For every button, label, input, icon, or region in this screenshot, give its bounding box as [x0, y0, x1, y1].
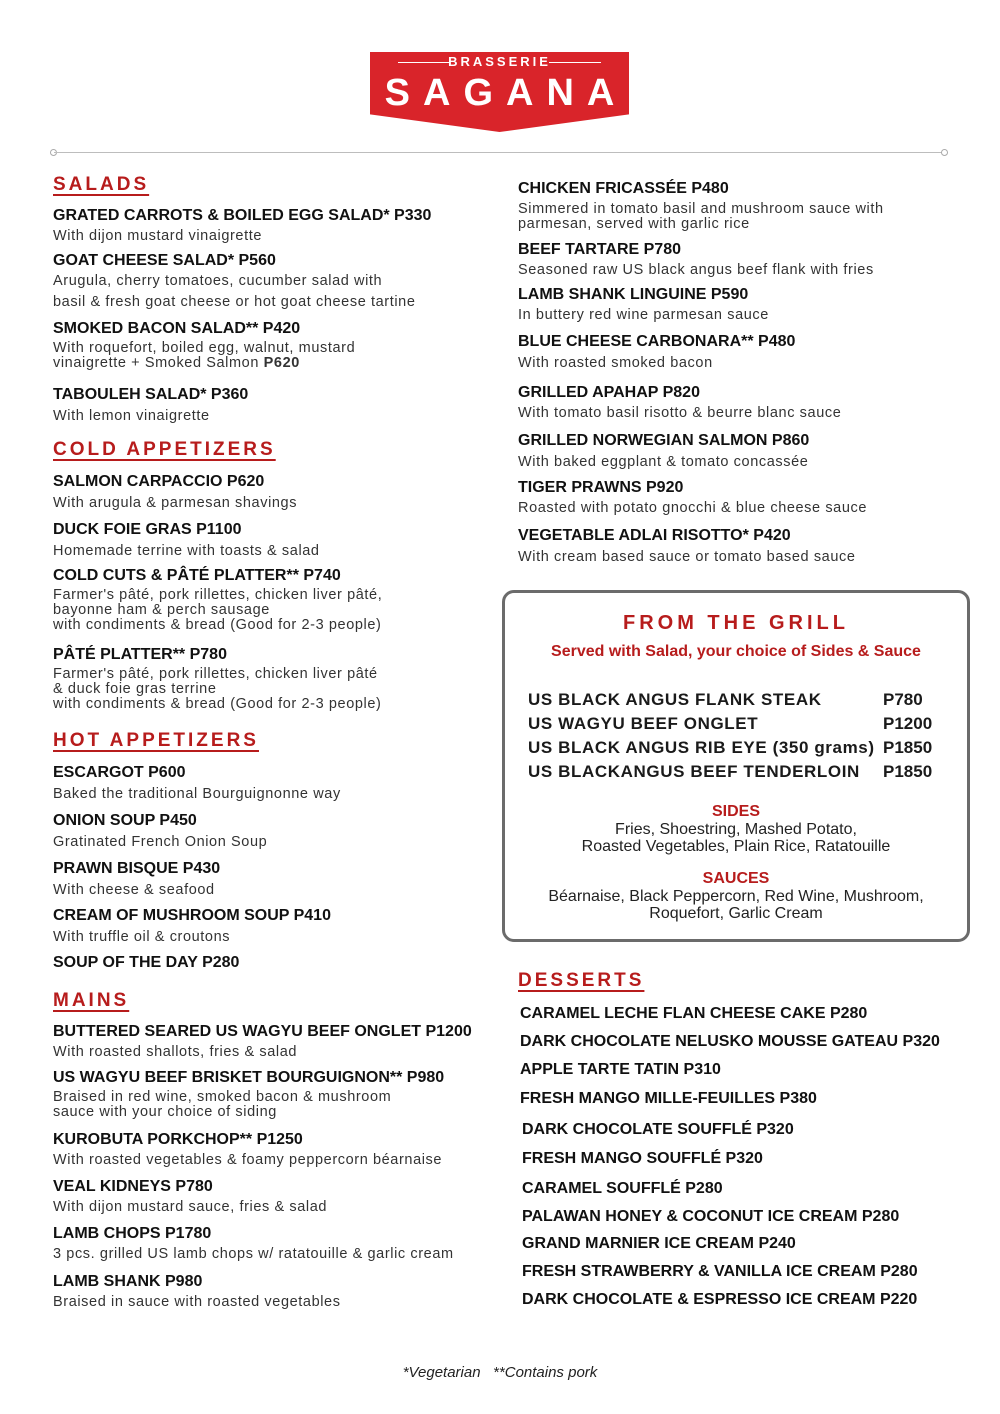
menu-item-desc: with condiments & bread (Good for 2-3 people) — [53, 617, 382, 633]
menu-item-desc: with condiments & bread (Good for 2-3 people) — [53, 696, 382, 712]
grill-item-price: P1850 — [883, 762, 933, 781]
menu-item-desc: Simmered in tomato basil and mushroom sauce with — [518, 201, 884, 217]
menu-item-name: SMOKED BACON SALAD** P420 — [53, 320, 301, 337]
menu-item-desc: Baked the traditional Bourguignonne way — [53, 786, 341, 802]
menu-item-desc: With roquefort, boiled egg, walnut, mustard — [53, 340, 356, 356]
menu-item-desc: With truffle oil & croutons — [53, 929, 231, 945]
menu-item-desc: Roasted with potato gnocchi & blue cheese sauce — [518, 500, 868, 516]
logo-name-text: SAGANA — [384, 72, 628, 114]
grill-item-name: US WAGYU BEEF ONGLET — [528, 714, 759, 733]
menu-item-desc: Homemade terrine with toasts & salad — [53, 543, 320, 559]
dessert-item: DARK CHOCOLATE NELUSKO MOUSSE GATEAU P320 — [520, 1033, 940, 1050]
grill-item-price: P1850 — [883, 738, 933, 757]
dessert-item: GRAND MARNIER ICE CREAM P240 — [522, 1235, 796, 1252]
category-salads: SALADS — [53, 174, 150, 195]
grill-item-name: US BLACKANGUS BEEF TENDERLOIN — [528, 762, 860, 781]
menu-item-name: VEGETABLE ADLAI RISOTTO* P420 — [518, 527, 791, 544]
menu-item-desc: With cream based sauce or tomato based sauce — [518, 549, 856, 565]
menu-item-desc: basil & fresh goat cheese or hot goat cheese tartine — [53, 294, 416, 310]
menu-item-desc: Farmer's pâté, pork rillettes, chicken liver pâté, — [53, 587, 383, 603]
dessert-item: DARK CHOCOLATE & ESPRESSO ICE CREAM P220 — [522, 1291, 918, 1308]
sauces-text: Roquefort, Garlic Cream — [649, 905, 823, 922]
sides-text: Fries, Shoestring, Mashed Potato, — [615, 821, 857, 838]
sauces-text: Béarnaise, Black Peppercorn, Red Wine, Mushroom, — [548, 888, 924, 905]
grill-item-name: US BLACK ANGUS RIB EYE (350 grams) — [528, 738, 875, 757]
sauces-heading: SAUCES — [702, 870, 770, 887]
dessert-item: DARK CHOCOLATE SOUFFLÉ P320 — [522, 1121, 794, 1138]
dessert-item: CARAMEL LECHE FLAN CHEESE CAKE P280 — [520, 1005, 868, 1022]
menu-item-name: PÂTÉ PLATTER** P780 — [53, 646, 227, 663]
menu-item-desc: Seasoned raw US black angus beef flank with fries — [518, 262, 874, 278]
grill-item-name: US BLACK ANGUS FLANK STEAK — [528, 690, 822, 709]
grill-title: FROM THE GRILL — [623, 612, 849, 634]
dessert-item: FRESH STRAWBERRY & VANILLA ICE CREAM P280 — [522, 1263, 918, 1280]
menu-item-name: CHICKEN FRICASSÉE P480 — [518, 180, 729, 197]
menu-item-desc-text: vinaigrette + Smoked Salmon — [53, 355, 260, 371]
menu-item-name: LAMB SHANK LINGUINE P590 — [518, 286, 749, 303]
menu-item-desc: With dijon mustard sauce, fries & salad — [53, 1199, 328, 1215]
menu-item-desc: Arugula, cherry tomatoes, cucumber salad with — [53, 273, 383, 289]
menu-item-name: COLD CUTS & PÂTÉ PLATTER** P740 — [53, 567, 341, 584]
menu-item-desc: & duck foie gras terrine — [53, 681, 217, 697]
divider-end-right — [941, 149, 948, 156]
menu-item-name: LAMB SHANK P980 — [53, 1273, 203, 1290]
category-mains: MAINS — [53, 990, 130, 1011]
menu-item-name: GRATED CARROTS & BOILED EGG SALAD* P330 — [53, 207, 432, 224]
menu-item-name: CREAM OF MUSHROOM SOUP P410 — [53, 907, 331, 924]
menu-item-desc: 3 pcs. grilled US lamb chops w/ ratatouille & garlic cream — [53, 1246, 454, 1262]
dessert-item: PALAWAN HONEY & COCONUT ICE CREAM P280 — [522, 1208, 900, 1225]
menu-item-desc: Gratinated French Onion Soup — [53, 834, 268, 850]
menu-item-desc: sauce with your choice of siding — [53, 1104, 277, 1120]
menu-item-desc: Braised in red wine, smoked bacon & mushroom — [53, 1089, 392, 1105]
menu-item-name: KUROBUTA PORKCHOP** P1250 — [53, 1131, 303, 1148]
sides-heading: SIDES — [711, 803, 760, 820]
menu-item-name: GRILLED NORWEGIAN SALMON P860 — [518, 432, 810, 449]
dessert-item: FRESH MANGO SOUFFLÉ P320 — [522, 1150, 763, 1167]
menu-item-desc — [53, 356, 300, 371]
dessert-item: APPLE TARTE TATIN P310 — [520, 1061, 721, 1078]
logo-brasserie-text: BRASSERIE — [448, 54, 551, 69]
category-hot-appetizers: HOT APPETIZERS — [53, 730, 259, 751]
menu-item-name: GOAT CHEESE SALAD* P560 — [53, 252, 276, 269]
menu-item-name: BUTTERED SEARED US WAGYU BEEF ONGLET P1200 — [53, 1023, 472, 1040]
menu-item-name: LAMB CHOPS P1780 — [53, 1225, 212, 1242]
dessert-item: FRESH MANGO MILLE-FEUILLES P380 — [520, 1090, 817, 1107]
menu-item-desc: parmesan, served with garlic rice — [518, 216, 750, 232]
grill-item-price: P780 — [883, 690, 923, 709]
menu-item-desc: With roasted smoked bacon — [518, 355, 713, 371]
menu-item-desc: With arugula & parmesan shavings — [53, 495, 298, 511]
menu-item-desc: In buttery red wine parmesan sauce — [518, 307, 769, 323]
menu-item-name: BEEF TARTARE P780 — [518, 241, 681, 258]
menu-item-desc: With cheese & seafood — [53, 882, 215, 898]
menu-item-name: DUCK FOIE GRAS P1100 — [53, 521, 242, 538]
menu-item-desc: Braised in sauce with roasted vegetables — [53, 1294, 341, 1310]
menu-item-name: TIGER PRAWNS P920 — [518, 479, 684, 496]
menu-item-desc: With tomato basil risotto & beurre blanc sauce — [518, 405, 842, 421]
header-divider — [54, 152, 944, 153]
menu-item-desc: With lemon vinaigrette — [53, 408, 210, 424]
menu-item-desc: With baked eggplant & tomato concassée — [518, 454, 809, 470]
category-cold-appetizers: COLD APPETIZERS — [53, 439, 276, 460]
menu-item-desc: With roasted shallots, fries & salad — [53, 1044, 298, 1060]
sides-text: Roasted Vegetables, Plain Rice, Ratatouille — [581, 838, 891, 855]
menu-item-desc: Farmer's pâté, pork rillettes, chicken liver pâté — [53, 666, 378, 682]
grill-subtitle: Served with Salad, your choice of Sides & Sauce — [551, 643, 921, 660]
menu-item-name: ONION SOUP P450 — [53, 812, 197, 829]
menu-item-name: ESCARGOT P600 — [53, 764, 186, 781]
menu-item-name: VEAL KIDNEYS P780 — [53, 1178, 213, 1195]
salmon-addon-price: P620 — [263, 355, 300, 371]
dessert-item: CARAMEL SOUFFLÉ P280 — [522, 1180, 723, 1197]
menu-item-name: BLUE CHEESE CARBONARA** P480 — [518, 333, 796, 350]
menu-item-name: GRILLED APAHAP P820 — [518, 384, 700, 401]
menu-item-desc: With roasted vegetables & foamy peppercorn béarnaise — [53, 1152, 443, 1168]
menu-item-name: PRAWN BISQUE P430 — [53, 860, 221, 877]
brand-logo — [370, 52, 629, 132]
grill-item-price: P1200 — [883, 714, 933, 733]
menu-item-desc: bayonne ham & perch sausage — [53, 602, 270, 618]
footer-legend: *Vegetarian **Contains pork — [402, 1364, 598, 1381]
menu-item-name: SOUP OF THE DAY P280 — [53, 954, 240, 971]
menu-item-name: SALMON CARPACCIO P620 — [53, 473, 265, 490]
category-desserts: DESSERTS — [518, 970, 645, 991]
menu-item-name: TABOULEH SALAD* P360 — [53, 386, 249, 403]
menu-item-desc: With dijon mustard vinaigrette — [53, 228, 262, 244]
menu-item-name: US WAGYU BEEF BRISKET BOURGUIGNON** P980 — [53, 1069, 445, 1086]
